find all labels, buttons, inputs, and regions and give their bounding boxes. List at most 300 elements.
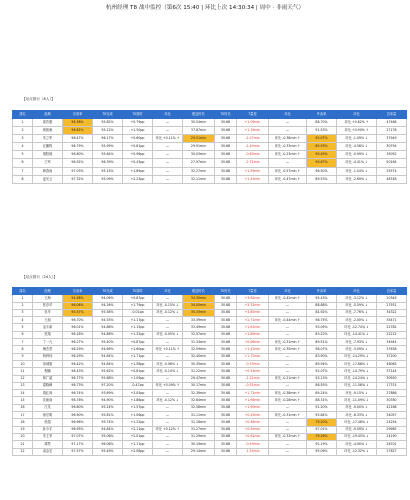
table-cell: 96.73% [63,382,93,389]
table-cell: 环比 -0.21min ↑ [269,375,307,382]
table-cell: 环比 -0.06% ↓ [153,360,183,367]
table-cell: 95.99% [93,143,123,151]
table-cell: 9 [13,353,33,360]
table-cell: 83.22% [307,331,337,338]
table-cell: 环比 -12.74% ↓ [337,324,377,331]
table-cell: 环比 -0.10% ↓ [153,368,183,375]
table-cell: +2.08pp [123,448,153,455]
column-header: T量差 [237,111,269,119]
table-cell: 20349 [377,295,407,302]
table-row [13,135,407,143]
table-cell: 31.34min [183,339,215,346]
table-row [13,324,407,331]
table-cell: 3 [13,135,33,143]
table-cell: 30.68 [215,368,237,375]
table-cell: 环比 -0.35min ↑ [269,346,307,353]
table-cell: +1.58pp [123,360,153,367]
table-cell: 30.68 [215,433,237,440]
table-cell: 85.93% [307,143,337,151]
table-cell: 环比 -0.33min ↑ [269,433,307,440]
table-cell: 31.29min [183,433,215,440]
table-cell: 94.86% [93,324,123,331]
table-cell: +0.81pp [123,143,153,151]
table-cell: +0.79pp [123,119,153,127]
table-cell: 91.20% [307,404,337,411]
table-cell: 黄凯驰 [33,127,63,135]
table-cell: 环比 -14.41% ↓ [337,331,377,338]
table-cell: 30.68 [215,143,237,151]
table-cell: 环比 -7.93% ↓ [337,339,377,346]
table-cell: 环比 -14.29% ↓ [337,353,377,360]
table-cell: — [153,295,183,302]
table-cell: +1.19min [237,127,269,135]
table-cell: 环比 -14.24% ↓ [337,375,377,382]
column-header: T0时长 [215,288,237,295]
table-cell: -0.51min [237,382,269,389]
table-cell: 环比 -7.76% ↓ [337,309,377,316]
table-cell: 环比 -17.48% ↓ [337,419,377,426]
table-cell: 34.00min [183,302,215,309]
table-cell: 27931 [377,302,407,309]
table-cell: 30.35min [183,360,215,367]
table-cell: -1.54min [237,448,269,455]
table-cell: — [153,127,183,135]
table-cell: +1.57pp [123,404,153,411]
table-cell: +1.60pp [123,346,153,353]
table-cell: +2.01pp [123,433,153,440]
table-cell: +0.60pp [123,135,153,143]
table-cell: 96.47% [63,135,93,143]
ranking-table-top [12,110,407,184]
table-cell: 95.15% [93,167,123,175]
table-cell: 27.97min [183,159,215,167]
table-cell: 96.80% [63,151,93,159]
table-cell: — [153,143,183,151]
table-cell: +1.09pp [123,375,153,382]
table-row [13,433,407,440]
table-cell: 95.62% [93,368,123,375]
table-cell: -0.47pp [123,382,153,389]
table-cell: — [153,159,183,167]
table-cell: 19 [13,426,33,433]
table-cell: 95.58% [93,309,123,316]
table-cell: — [153,324,183,331]
table-cell: 30.68 [215,448,237,455]
table-cell: 环比 -0.31min ↑ [269,339,307,346]
table-cell: +1.17pp [123,317,153,324]
table-cell: 88.88% [307,302,337,309]
table-cell: 96.39% [93,159,123,167]
table-cell: 30.68 [215,151,237,159]
table-cell: 30.68 [215,135,237,143]
table-row [13,368,407,375]
table-cell: 江龙 [33,404,63,411]
table-cell: 96.80% [63,404,93,411]
table-cell: 94.84% [93,426,123,433]
table-cell: 环比 -0.33min ↑ [269,143,307,151]
table-cell: 4 [13,143,33,151]
table-cell: -1.40min [237,143,269,151]
table-cell: 环比 +0.62% ↑ [337,119,377,127]
table-cell: 27886 [377,390,407,397]
column-header: T0时长 [215,111,237,119]
table-cell: 35.33min [183,309,215,316]
table-cell: +0.61min [237,433,269,440]
ranking-table-bottom [12,287,407,456]
table-cell: 30.68 [215,159,237,167]
table-cell: 2 [13,127,33,135]
table-cell: 96.79% [63,143,93,151]
table-cell: 22212 [377,331,407,338]
table-cell: 22 [13,448,33,455]
table-cell: 14 [13,390,33,397]
table-row [13,159,407,167]
table-cell: 95.49% [93,448,123,455]
table-cell: 30.68 [215,360,237,367]
table-cell: +1.89min [237,331,269,338]
table-header-row [13,288,407,295]
table-cell: 30.68 [215,412,237,419]
column-header: 配送时长 [183,111,215,119]
table-row [13,448,407,455]
table-cell: 27627 [377,448,407,455]
table-row [13,175,407,183]
table-cell: 30.68 [215,419,237,426]
table-cell: 96.95% [63,426,93,433]
table-cell: 环比 -0.31min ↑ [269,412,307,419]
table-cell: — [269,382,307,389]
table-cell: 环比 -12.32% ↓ [337,448,377,455]
table-cell: 95.81% [93,412,123,419]
table-cell: +0.43pp [123,159,153,167]
table-cell: 30.68 [215,167,237,175]
table-cell: 王海 [33,295,63,302]
table-cell: — [153,419,183,426]
table-cell: 环比 -19.45% ↓ [337,433,377,440]
column-header: 环比 [269,288,307,295]
table-cell: 环比 -0.12% ↓ [153,397,183,404]
table-cell: 环比 -2.00% ↓ [337,317,377,324]
table-row [13,375,407,382]
table-cell: 29.91min [183,143,215,151]
table-cell: -1.21min [237,375,269,382]
table-cell: — [153,339,183,346]
table-cell: — [153,375,183,382]
table-cell: — [153,175,183,183]
table-body [13,295,407,456]
table-cell: 96.29% [63,346,93,353]
table-cell: 环比 -17.68% ↓ [337,360,377,367]
table-cell: 7 [13,339,33,346]
table-cell: 48748 [377,175,407,183]
table-cell: +1.11pp [123,441,153,448]
table-cell: +0.48min [237,419,269,426]
table-cell: 环比 +0.11% ↑ [153,135,183,143]
table-cell: — [153,433,183,440]
table-cell: 汤金宏 [33,448,63,455]
table-cell: 96.06% [93,441,123,448]
table-cell: 42168 [377,404,407,411]
table-cell: 沈耿南 [33,397,63,404]
column-header: 环比 [153,111,183,119]
table-cell: 环比 +0.11% ↑ [153,346,183,353]
table-cell: 94.69% [93,346,123,353]
table-cell: 汪鹏程 [33,143,63,151]
table-cell: — [153,404,183,411]
table-cell: 32.40min [183,353,215,360]
table-cell: 21 [13,441,33,448]
table-cell: 韩春雨 [33,167,63,175]
table-cell: 王朋 [33,317,63,324]
table-cell: 94.09% [93,295,123,302]
table-cell: 96.01% [63,324,93,331]
table-cell: 28701 [377,441,407,448]
table-cell: +1.50pp [123,127,153,135]
table-cell: 96.38% [63,119,93,127]
table-cell: 环比 -4.90% ↓ [337,441,377,448]
table-cell: 17 [13,412,33,419]
table-cell: 30.68 [215,404,237,411]
column-header: T0准时 [123,288,153,295]
table-cell: 7 [13,167,33,175]
table-cell: 95.09% [93,175,123,183]
table-cell: — [153,441,183,448]
table-cell: 94.53% [93,317,123,324]
table-row [13,390,407,397]
table-cell: 30.17min [183,382,215,389]
table-cell: +0.66min [237,339,269,346]
table-cell: 97.20% [93,382,123,389]
table-cell: 94.86% [93,331,123,338]
table-cell: 97.07% [63,433,93,440]
table-cell: 30.68 [215,339,237,346]
table-cell: 29.51min [183,135,215,143]
table-cell: — [269,404,307,411]
table-cell: 30.68 [215,317,237,324]
table-cell: — [269,360,307,367]
table-cell: 6 [13,159,33,167]
table-cell: 29.47min [183,375,215,382]
table-cell: 95.24% [93,404,123,411]
table-cell: 15 [13,397,33,404]
table-cell: — [269,309,307,316]
table-cell: — [269,419,307,426]
table-cell: 30.03min [183,151,215,159]
table-cell: 96.42% [63,360,93,367]
table-cell: 94.84% [93,360,123,367]
table-cell: 95.12% [93,127,123,135]
table-row [13,302,407,309]
table-cell: 6 [13,331,33,338]
table-cell: 95.84% [307,412,337,419]
table-cell: 93.69% [93,390,123,397]
table-cell: 环比 -0.23min ↑ [269,151,307,159]
table-cell: 88.70% [307,119,337,127]
table-cell: 环比 +0.12% ↑ [153,426,183,433]
table-cell: 97.03% [63,167,93,175]
table-cell: 92.19% [307,441,337,448]
table-cell: 92.07% [307,135,337,143]
table-cell: 94.26% [93,302,123,309]
table-cell: 环比 -3.12% ↓ [337,295,377,302]
table-cell: 95.74% [93,419,123,426]
table-cell: 95.57% [63,309,93,316]
table-cell: 96.06% [63,302,93,309]
table-cell: 5 [13,151,33,159]
table-cell: -0.01pp [123,309,153,316]
table-row [13,404,407,411]
table-cell: +1.71pp [123,353,153,360]
table-cell: +0.96pp [123,151,153,159]
table-cell: 97.01% [307,426,337,433]
table-cell: +2.71min [237,317,269,324]
table-cell: 30.68 [215,331,237,338]
table-cell: 37200 [377,353,407,360]
table-cell: 环比 -0.28min ↑ [269,397,307,404]
table-cell: 环比 -0.42min ↑ [269,295,307,302]
table-cell: 5 [13,324,33,331]
table-body [13,119,407,184]
table-cell: 金宇新 [33,324,63,331]
table-cell: 95.06% [93,433,123,440]
table-cell: 30.68 [215,309,237,316]
table-cell: 3 [13,309,33,316]
table-cell: 杨钟伟 [33,353,63,360]
column-header: 环比 [153,288,183,295]
section-label-bottom: 【站点排行（24人）】 [22,275,58,279]
table-cell: 31.22min [183,368,215,375]
table-cell: 37949 [377,135,407,143]
table-cell: +1.43min [237,175,269,183]
table-row [13,441,407,448]
table-cell: 30.68 [215,346,237,353]
table-cell: -0.49min [237,441,269,448]
table-header-row [13,111,407,119]
table-cell: 30.68 [215,302,237,309]
table-cell: 张翔 [33,331,63,338]
table-cell: 37638 [377,346,407,353]
table-cell: — [269,324,307,331]
table-cell: 环比 -0.15% ↓ [153,302,183,309]
table-cell: +1.15pp [123,324,153,331]
column-header: T0完成 [93,111,123,119]
table-row [13,331,407,338]
table-cell: 31.27min [183,426,215,433]
table-cell: +0.81pp [123,368,153,375]
table-cell: 35471 [377,317,407,324]
table-cell: 93.13% [307,375,337,382]
table-cell: — [153,353,183,360]
table-cell: 环比 -0.44min ↑ [269,317,307,324]
table-cell: 朱立军 [33,135,63,143]
column-header: T0准时 [123,111,153,119]
table-row [13,167,407,175]
column-header: 排名 [13,111,33,119]
table-cell: 32.64min [183,397,215,404]
table-cell: 1 [13,119,33,127]
column-header: 完成率 [63,111,93,119]
table-cell: 丁一凡 [33,339,63,346]
table-cell: +1.89pp [123,167,153,175]
table-cell: 30.68 [215,324,237,331]
table-cell: 97.32% [63,175,93,183]
table-cell: 37.87min [183,127,215,135]
table-row [13,397,407,404]
table-cell: 32.57min [183,331,215,338]
table-cell: 胡红涛 [33,390,63,397]
table-cell: 89.51% [307,339,337,346]
table-cell: 86.55% [307,382,337,389]
column-header: 环比 [269,111,307,119]
column-header: 外卖率 [307,111,337,119]
table-cell: +0.54min [237,368,269,375]
column-header: 配送时长 [183,288,215,295]
table-cell: 33.39min [183,317,215,324]
table-cell: 30.68 [215,375,237,382]
table-cell: 89.94% [307,360,337,367]
table-cell: 34057 [377,412,407,419]
table-cell: +2.11pp [123,426,153,433]
table-cell: 环比 +0.90% ↑ [337,127,377,135]
table-row [13,419,407,426]
table-cell: 90.67% [307,159,337,167]
table-cell: 30.68 [215,295,237,302]
table-cell: 96.70% [63,317,93,324]
table-cell: 90.49% [307,151,337,159]
table-cell: 孙小宇 [33,426,63,433]
table-cell: — [153,448,183,455]
table-cell: 30.68 [215,119,237,127]
table-cell: 环比 -9.15% ↓ [337,390,377,397]
table-cell: +2.23pp [123,175,153,183]
column-header: T量差 [237,288,269,295]
table-row [13,353,407,360]
table-cell: 朱王孝 [33,433,63,440]
table-row [13,143,407,151]
table-cell: 11 [13,368,33,375]
table-cell: 4 [13,317,33,324]
table-cell: 环比 -1.04% ↓ [337,167,377,175]
table-cell: 17374 [377,382,407,389]
table-cell: 96.18% [63,331,93,338]
table-cell: 程鹏 [33,368,63,375]
table-cell: 30.54min [183,119,215,127]
table-cell: 环比 -0.57min ↑ [269,167,307,175]
column-header: 排名 [13,288,33,295]
table-cell: 麦光云 [33,175,63,183]
table-cell: 环比 -4.41% ↓ [337,159,377,167]
table-cell: 94.64% [93,353,123,360]
table-cell: 30.68 [215,390,237,397]
table-row [13,412,407,419]
table-cell: 张超 [33,419,63,426]
table-cell: 32.39min [183,390,215,397]
table-cell: 13 [13,382,33,389]
table-cell: 29965 [377,426,407,433]
table-cell: +1.96min [237,397,269,404]
table-row [13,317,407,324]
table-row [13,426,407,433]
table-cell: — [269,353,307,360]
table-cell: +0.43min [237,412,269,419]
table-cell: 95.64% [93,151,123,159]
table-cell: 30.68 [215,175,237,183]
table-cell: 96.76% [63,397,93,404]
table-cell: 16 [13,404,33,411]
table-cell: 95.68% [93,375,123,382]
table-cell: 96.92% [63,159,93,167]
table-cell: 34.30min [183,295,215,302]
